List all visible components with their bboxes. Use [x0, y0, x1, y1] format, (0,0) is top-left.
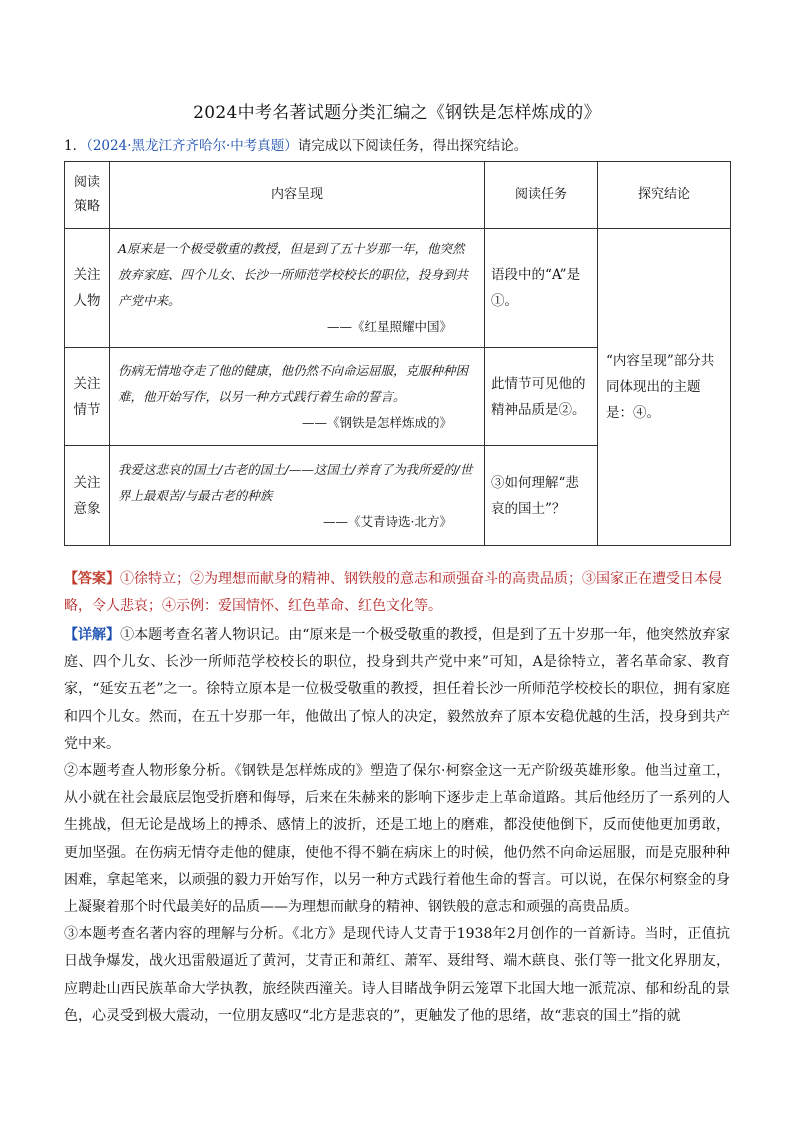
content-text: 伤病无情地夺走了他的健康，他仍然不向命运屈服，克服种种困难，他开始写作，以另一种方式践行着生命的誓言。 [118, 362, 469, 404]
content-text: A原来是一个极受敬重的教授，但是到了五十岁那一年，他突然放弃家庭、四个儿女、长沙一所师范学校校长的职位，投身到共产党中来。 [118, 241, 469, 308]
explanation-paragraph: 【详解】①本题考查名著人物识记。由“原来是一个极受敬重的教授，但是到了五十岁那一年，他突然放弃家庭、四个儿女、长沙一所师范学校校长的职位，投身到共产党中来”可知，A是徐特立，著名革命家、教育家，“延安五老”之一。徐特立原本是一位极受敬重的教授，担任着长沙一所师范学校校长的职位，拥有家庭和四个儿女。然而，在五十岁那一年，他做出了惊人的决定，毅然放弃了原本安稳优越的生活，投身到共产党中来。 [64, 627, 731, 752]
explanation-paragraph: ③本题考查名著内容的理解与分析。《北方》是现代诗人艾青于1938年2月创作的一首新诗。当时，正值抗日战争爆发，战火迅雷般逼近了黄河，艾青正和萧红、萧军、聂绀弩、端木蕻良、张仃等一批文化界朋友，应聘赴山西民族革命大学执教，旅经陕西潼关。诗人目睹战争阴云笼罩下北国大地一派荒凉、郁和纷乱的景色，心灵受到极大震动，一位朋友感叹“北方是悲哀的”，更触发了他的思绪，故“悲哀的国土”指的就 [64, 926, 730, 1024]
content-cite: ——《艾青诗选·北方》 [323, 513, 452, 529]
answer-text: ①徐特立；②为理想而献身的精神、钢铁般的意志和顽强奋斗的高贵品质；③国家正在遭受日本侵略，令人悲哀；④示例：爱国情怀、红色革命、红色文化等。 [64, 571, 722, 614]
question-line [64, 134, 527, 154]
explanation-label: 【详解】 [64, 627, 121, 643]
answer-block [64, 566, 730, 620]
question-prompt: 请完成以下阅读任务，得出探究结论。 [297, 138, 528, 154]
answer-label: 【答案】 [64, 571, 120, 587]
row-strategy: 关注 人物 [65, 229, 110, 348]
row-task: ③如何理解“悲哀的国土”？ [485, 446, 598, 546]
table-row [65, 229, 731, 348]
row-task: 此情节可见他的精神品质是②。 [485, 348, 598, 446]
header-task: 阅读任务 [485, 162, 598, 229]
header-strategy: 阅读 策略 [65, 162, 110, 229]
row-content [110, 229, 485, 348]
row-content [110, 348, 485, 446]
content-cite: ——《红星照耀中国》 [326, 319, 452, 334]
row-strategy: 关注 情节 [65, 348, 110, 446]
header-conclusion: 探究结论 [598, 162, 731, 229]
conclusion-cell: “内容呈现”部分共同体现出的主题是：④。 [598, 229, 731, 546]
explanation-block [64, 622, 730, 1030]
question-number: 1． [64, 138, 87, 154]
header-content: 内容呈现 [110, 162, 485, 229]
content-text: 我爱这悲哀的国土/古老的国土/——这国土/养育了为我所爱的/世界上最艰苦/与最古老的种族 [118, 461, 473, 503]
row-task: 语段中的“A”是①。 [485, 229, 598, 348]
content-cite: ——《钢铁是怎样炼成的》 [301, 414, 452, 430]
reading-table [64, 161, 731, 546]
row-content [110, 446, 485, 546]
page-title: 2024中考名著试题分类汇编之《钢铁是怎样炼成的》 [193, 103, 601, 123]
table-header-row [65, 162, 731, 229]
explanation-paragraph: ②本题考查人物形象分析。《钢铁是怎样炼成的》塑造了保尔·柯察金这一无产阶级英雄形象。他当过童工，从小就在社会最底层饱受折磨和侮辱，后来在朱赫来的影响下逐步走上革命道路。其后他经历了一系列的人生挑战，但无论是战场上的搏杀、感情上的波折，还是工地上的磨难，都没使他倒下，反而使他更加勇敢，更加坚强。在伤病无情夺走他的健康，使他不得不躺在病床上的时候，他仍然不向命运屈服，而是克服种种困难，拿起笔来，以顽强的毅力开始写作，以另一种方式践行着他生命的誓言。可以说，在保尔柯察金的身上凝聚着那个时代最美好的品质——为理想而献身的精神、钢铁般的意志和顽强的高贵品质。 [64, 763, 730, 916]
question-source: （2024·黑龙江齐齐哈尔·中考真题） [86, 138, 298, 154]
row-strategy: 关注 意象 [65, 446, 110, 546]
